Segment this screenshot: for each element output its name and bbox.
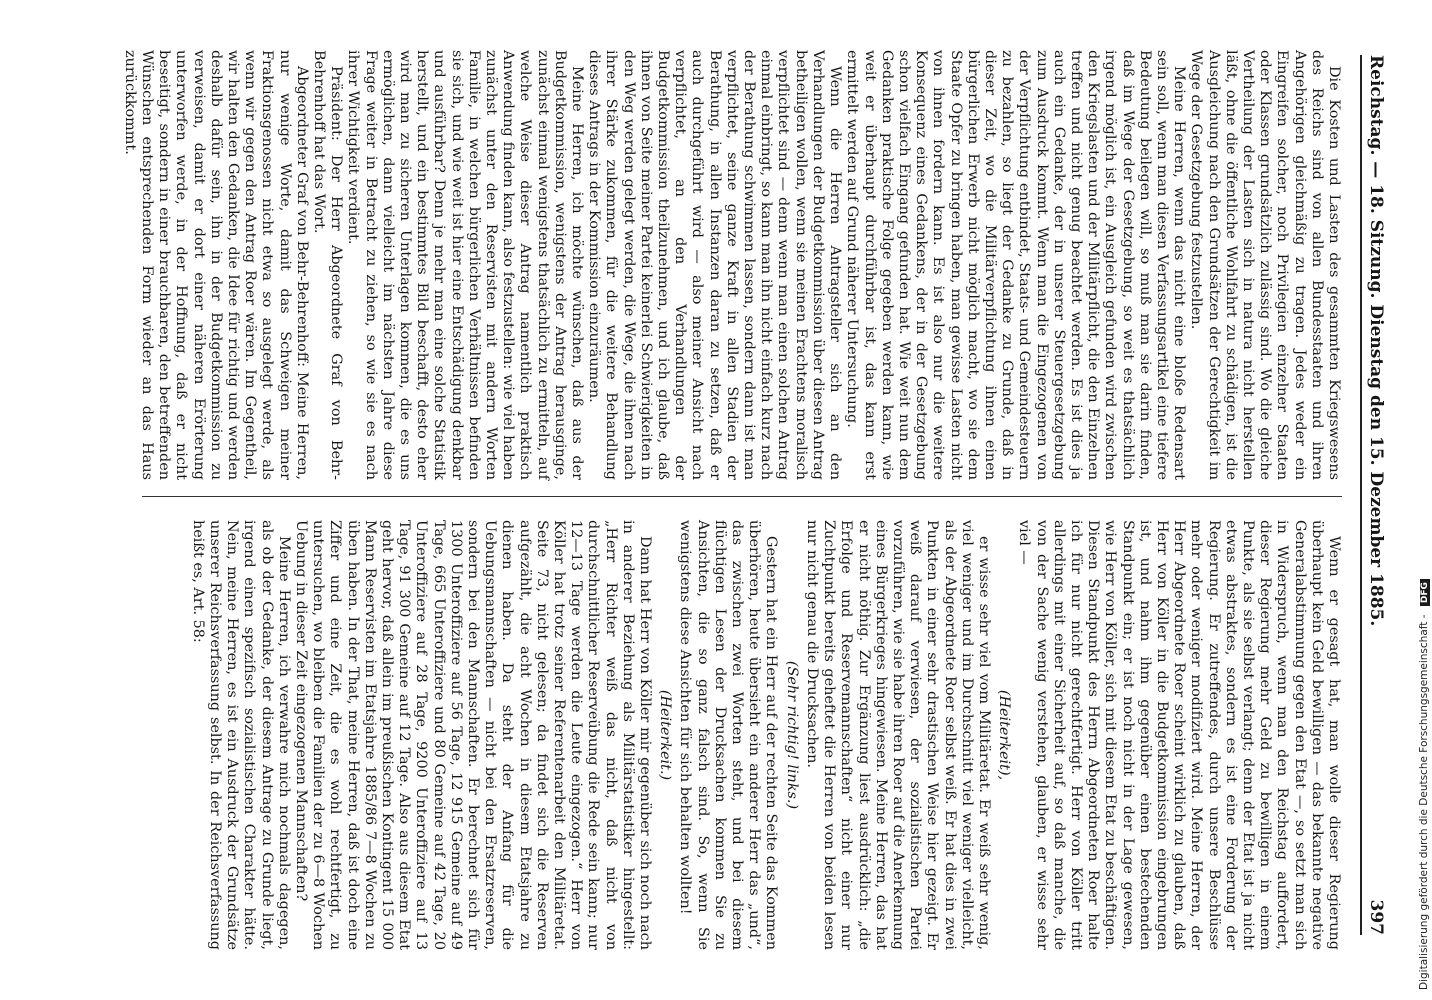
dfg-logo: DFG	[1420, 579, 1430, 606]
page-number: 397	[1366, 899, 1386, 935]
paragraph: Meine Herren, ich verwahre mich nochmals dagegen, als ob der Gedanke, der diesem Antrage zu Grunde liegt, irgend einen spezifisch sozialistischen Charakter hätte. Nein, meine Herren, es ist ein Ausdruck der Grundsätze unserer Reichsverfassung selbst. In der Reichsverfassung heißt es, Art. 58:	[189, 520, 292, 950]
paragraph: Wenn die Herren Antragsteller sich an den Verhandlungen der Budgetkommission über diesen Antrag betheiligen wollen, wenn sie meinen Erachtens moralisch verpflichtet sind — denn wenn man einen solchen Antrag einmal einbringt, so kann man ihn nicht einfach kurz nach der Berathung schwimmen lassen, sondern dann ist man verpflichtet, seine ganze Kraft in allen Stadien der Berathung, in allen Instanzen daran zu setzen, daß er auch durchgeführt wird — also meiner Ansicht nach verpflichtet, an den Verhandlungen der Budgetkommission theilzunehmen, und ich glaube, daß ihnen von Seite meiner Partei keinerlei Schwierigkeiten in den Weg werden gelegt werden, die Wege, die ihnen nach ihrer Stärke zukommen, für die weitere Behandlung dieses Antrags in der Kommission einzuräumen.	[586, 50, 844, 480]
credit-text: Digitalisierung gefördert durch die Deutsche Forschungsgemeinschaft -	[1418, 614, 1430, 990]
paragraph: Präsident: Der Herr Abgeordnete Graf von Behr-Behrenhoff hat das Wort.	[311, 50, 345, 480]
paragraph: Die Kosten und Lasten des gesammten Kriegswesens des Reichs sind von allen Bundesstaaten und ihren Angehörigen gleichmäßig zu tragen. Jedes weder ein Eingreifen solcher, noch Privilegien einzelner Staaten oder Klassen grundsätzlich zulässig sind. Wo die gleiche Vertheilung der Lasten sich in natura nicht herstellen läßt, ohne die öffentliche Wohlfahrt zu schädigen, ist die Ausgleichung nach den Grundsätzen der Gerechtigkeit im Wege der Gesetzgebung festzustellen.	[1188, 50, 1342, 480]
interjection: (Heiterkeit.)	[657, 689, 674, 781]
paragraph: Abgeordneter Graf von Behr-Behrenhoff: Meine Herren, nur wenige Worte, damit das Schweigen meiner Fraktionsgenossen nicht etwa so ausgelegt werde, als wenn wir gegen den Antrag Roer wären. Im Gegentheil, wir halten den Gedanken, die Idee für richtig und werden deshalb dafür sein, ihn in der Budgetkommission zu verweisen, damit er dort einer näheren Erörterung unterworfen werde, in der Hoffnung, daß er nicht beseitigt, sondern in einer brauchbaren, den betreffenden Wünschen entsprechenden Form wieder an das Haus zurückkommt.	[121, 50, 310, 480]
paragraph: Gestern hat ein Herr auf der rechten Seite das Kommen überhören, heute übersieht ein anderer Herr das „und“, das zwischen zwei Worten steht, und bei diesem flüchtigen Lesen der Drucksachen kommen Sie zu Ansichten, die so ganz falsch sind. So, wenn Sie wenigstens diese Ansichten für sich behalten wollten!	[677, 520, 780, 950]
paragraph: Meine Herren, wenn das nicht eine bloße Redensart sein soll, wenn man diesen Verfassungsartikel eine tiefere Bedeutung beilegen will, so muß man sie darin finden, daß im Wege der Gesetzgebung, so weit es thatsächlich irgend möglich ist, ein Ausgleich gefunden wird zwischen den Kriegslasten und der Militärpflicht, die den Einzelnen treffen und nicht genug beachtet werden. Es ist dies ja auch ein Gedanke, der in unserer Steuergesetzgebung zum Ausdruck kommt. Wenn man die Eingezogenen von der Verpflichtung entbindet, Staats- und Gemeindesteuern zu bezahlen, so liegt der Gedanke zu Grunde, daß in dieser Zeit, wo die Militärverpflichtung ihnen einen bürgerlichen Erwerb nicht möglich macht, wo sie dem Staate Opfer zu bringen haben, man gewisse Lasten nicht von ihnen fordern kann. Es ist also nur die weitere Konsequenz eines Gedankens, der in der Gesetzgebung schon vielfach Eingang gefunden hat. Wie weit nun dem Gedanken praktische Folge gegeben werden kann, wie weit er überhaupt durchführbar ist, das kann erst ermittelt werden auf Grund näherer Untersuchung.	[844, 50, 1188, 480]
paragraph: Wenn er gesagt hat, man wolle dieser Regierung überhaupt kein Geld bewilligen — das bekannte negative Generalabstimmung gegen den Etat —, so setzt man sich in Widerspruch, wenn man den Reichstag auffordert, dieser Regierung mehr Geld zu bewilligen in einem Punkte, als sie selbst verlangt; denn der Etat ist ja nicht etwas abstraktes, sondern es ist eine Forderung der Regierung. Er zutreffendes, durch unsere Beschlüsse mehr oder weniger modifiziert wird. Meine Herren, der Herr Abgeordnete Roer scheint wirklich zu glauben, daß Herr von Köller in die Budgetkommission eingebrungen ist, und nahm ihm gegenüber einen bestechenden Standpunkt ein; er ist noch nicht in der Lage gewesen, wie Herr von Köller, sich mit diesem Etat zu beschäftigen. Diesen Standpunkt des Herrn Abgeordneten Roer halte ich für nur nicht gerechtfertigt. Herr von Köller tritt allerdings mit einer Sicherheit auf, so daß manche, die von der Sache wenig verstehen, glauben, er wisse sehr viel —	[1016, 520, 1342, 950]
page-header	[1366, 55, 1396, 935]
left-text-column	[121, 50, 1342, 480]
digitization-credit	[1418, 579, 1430, 990]
header-rule	[1360, 55, 1362, 935]
paragraph: Dann hat Herr von Köller mir gegenüber sich noch nach in anderer Beziehung als Militärstatistiker hingestellt: „Herr Richter weiß das nicht, daß nicht von durchschnittlicher Reserveübung die Rede sein kann; nur 12—13 Tage werden die Leute eingezogen.“ Herr von Köller hat trotz seiner Referentenarbeit den Militäretat. Seite 73, nicht gelesen; da findet sich die Reserven aufgezählt, die acht Wochen in diesem Etatsjahre zu dienen haben. Da steht der Anfang für die Uebungsmannschaften — nicht bei den Ersatzreserven, sondern bei den Mannschaften. Er berechnet sich für 1300 Unteroffiziere auf 56 Tage, 12 915 Gemeine auf 49 Tage, 665 Unteroffiziere und 80 Gemeine auf 42 Tage, 20 Unteroffiziere auf 28 Tage, 9200 Unteroffiziere auf 13 Tage, 91 300 Gemeine auf 12 Tage. Also aus diesem Etat geht hervor, daß allein im preußischen Kontingent 15 000 Mann Reservisten im Etatsjahre 1885/86 7—8 Wochen zu üben haben. In der That, meine Herren, daß ist doch eine Ziffer und eine Zeit, die es wohl rechtfertigt, zu untersuchen, wo bleiben die Familien der zu 6—8 Wochen Uebung in dieser Zeit eingezogenen Mannschaften?	[293, 520, 654, 950]
column-divider	[142, 496, 1342, 497]
paragraph: er wisse sehr viel vom Militäretat. Er weiß sehr wenig, viel weniger und im Durchschnitt viel weniger vielleicht, als der Abgeordnete Roer selbst weiß. Er hat dies in zwei Punkten in einer sehr drastischen Weise hier gezeigt. Er weiß darauf verwiesen, der sozialistischen Partei vorzuführen, wie sie habe ihren Roer auf die Anerkennung eines Bürgerkrieges hingewiesen. Meine Herren, das hat er nicht nöthig. Zur Ergänzung liest ausdrücklich: „die Erfolge und Reservemannschaften“ nicht einer nur Zuchtpunkt bereits geheftet die Herren von beiden lesen nur nicht genau die Drucksachen.	[803, 520, 992, 950]
interjection: (Sehr richtig! links.)	[783, 660, 800, 810]
interjection: (Heiterkeit),	[996, 689, 1013, 781]
header-title: Reichstag. — 18. Sitzung. Dienstag den 15. Dezember 1885.	[1366, 55, 1386, 627]
paragraph: Meine Herren, ich möchte wünschen, daß aus der Budgetkommission, wenigstens der Antrag herausginge, zunächst einmal wenigstens thatsächlich zu ermitteln, auf welche Weise dieser Antrag namentlich praktisch Anwendung finden kann, also festzustellen: wie viel haben zunächst unter den Reservisten mit andern Worten Familie, in welchen bürgerlichen Verhältnissen befinden sie sich, und wie weit ist hier eine Entschädigung denkbar und ausführbar? Denn je mehr man eine solche Statistik herstellt, und ein bestimmtes Bild beschafft, desto eher wird man zu sicheren Unterlagen kommen, die es uns ermöglichen, dann vielleicht im nächsten Jahre diese Frage weiter in Betracht zu ziehen, so wie sie es nach ihrer Wichtigkeit verdient.	[345, 50, 586, 480]
right-text-column	[189, 520, 1342, 950]
